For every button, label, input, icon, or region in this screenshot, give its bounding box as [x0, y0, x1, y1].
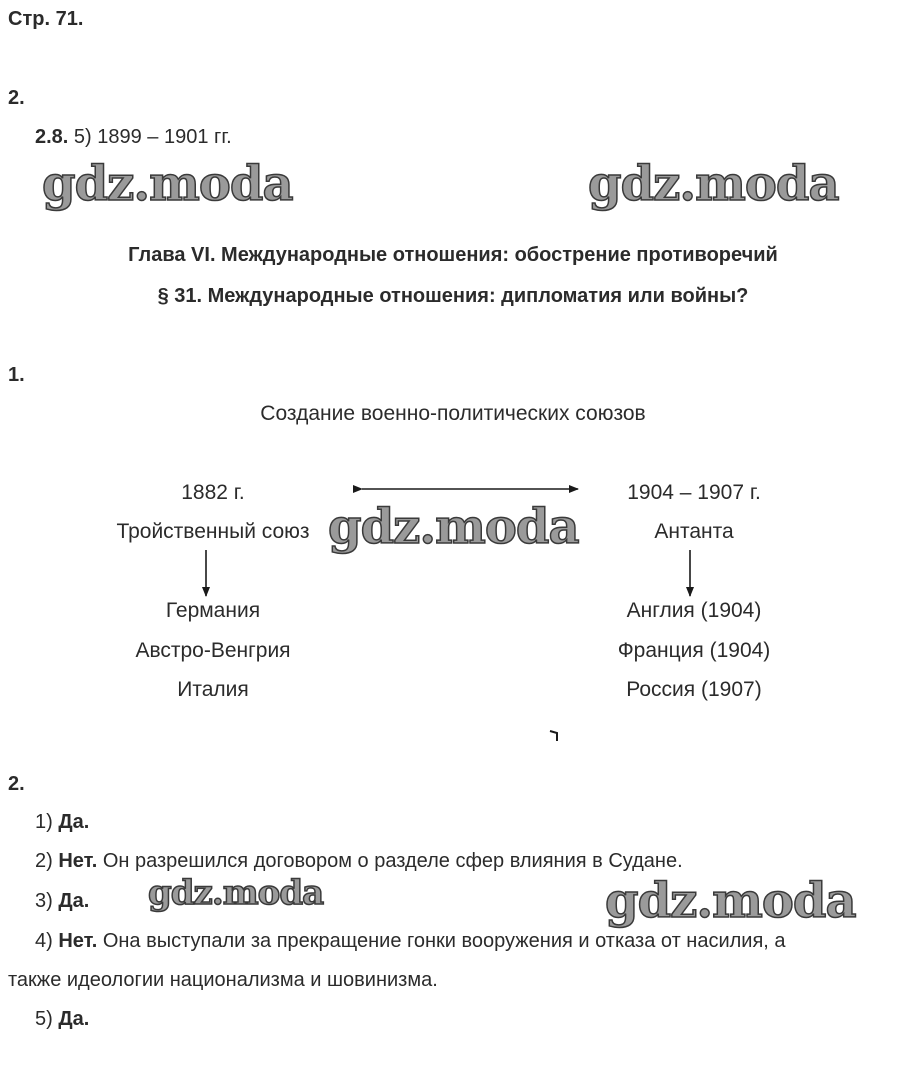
answer-verdict: Нет. [58, 930, 98, 952]
answer-verdict: Да. [58, 811, 90, 833]
watermark: gdz.moda [605, 873, 856, 929]
task-number: 1. [8, 364, 25, 386]
member-italy: Италия [177, 678, 249, 701]
chapter-title: Глава VI. Международные отношения: обострение противоречий [128, 244, 778, 266]
member-russia: Россия (1907) [626, 678, 762, 701]
watermark: gdz.moda [588, 156, 839, 212]
answer-1 [35, 811, 89, 834]
watermark: gdz.moda [328, 499, 579, 555]
triple-alliance-year: 1882 г. [181, 481, 245, 504]
answer-index: 3) [35, 890, 53, 912]
diagram-title: Создание военно-политических союзов [260, 402, 646, 425]
answer-verdict: Да. [58, 890, 90, 912]
member-austria-hungary: Австро-Венгрия [135, 639, 291, 662]
member-germany: Германия [165, 599, 261, 622]
answer-4-continuation: также идеологии национализма и шовинизма. [8, 969, 438, 991]
answer-index: 5) [35, 1008, 53, 1030]
answer-number: 2.8. [35, 126, 69, 148]
answer-text: Он разрешился договором о разделе сфер влияния в Судане. [97, 850, 683, 872]
answer-text: Она выступали за прекращение гонки вооружения и отказа от насилия, а [97, 930, 786, 952]
answer-4 [35, 930, 786, 953]
section-number: 2. [8, 87, 25, 109]
answer-index: 2) [35, 850, 53, 872]
stray-mark [550, 731, 557, 741]
answer-index: 4) [35, 930, 53, 952]
task-number: 2. [8, 773, 25, 795]
answer-verdict: Да. [58, 1008, 90, 1030]
page-number: Стр. 71. [8, 8, 84, 30]
answer-text: 5) 1899 – 1901 гг. [68, 126, 232, 148]
member-england: Англия (1904) [626, 599, 762, 622]
answer-verdict: Нет. [58, 850, 98, 872]
entente-name: Антанта [654, 520, 734, 543]
answer-5 [35, 1008, 89, 1031]
member-france: Франция (1904) [617, 639, 771, 662]
entente-year: 1904 – 1907 г. [627, 481, 761, 504]
watermark: gdz.moda [148, 873, 324, 913]
answer-index: 1) [35, 811, 53, 833]
watermark: gdz.moda [42, 156, 293, 212]
answer-3 [35, 890, 89, 913]
triple-alliance-name: Тройственный союз [116, 520, 310, 543]
paragraph-title: § 31. Международные отношения: дипломатия или войны? [157, 285, 749, 307]
answer-2 [35, 850, 683, 873]
